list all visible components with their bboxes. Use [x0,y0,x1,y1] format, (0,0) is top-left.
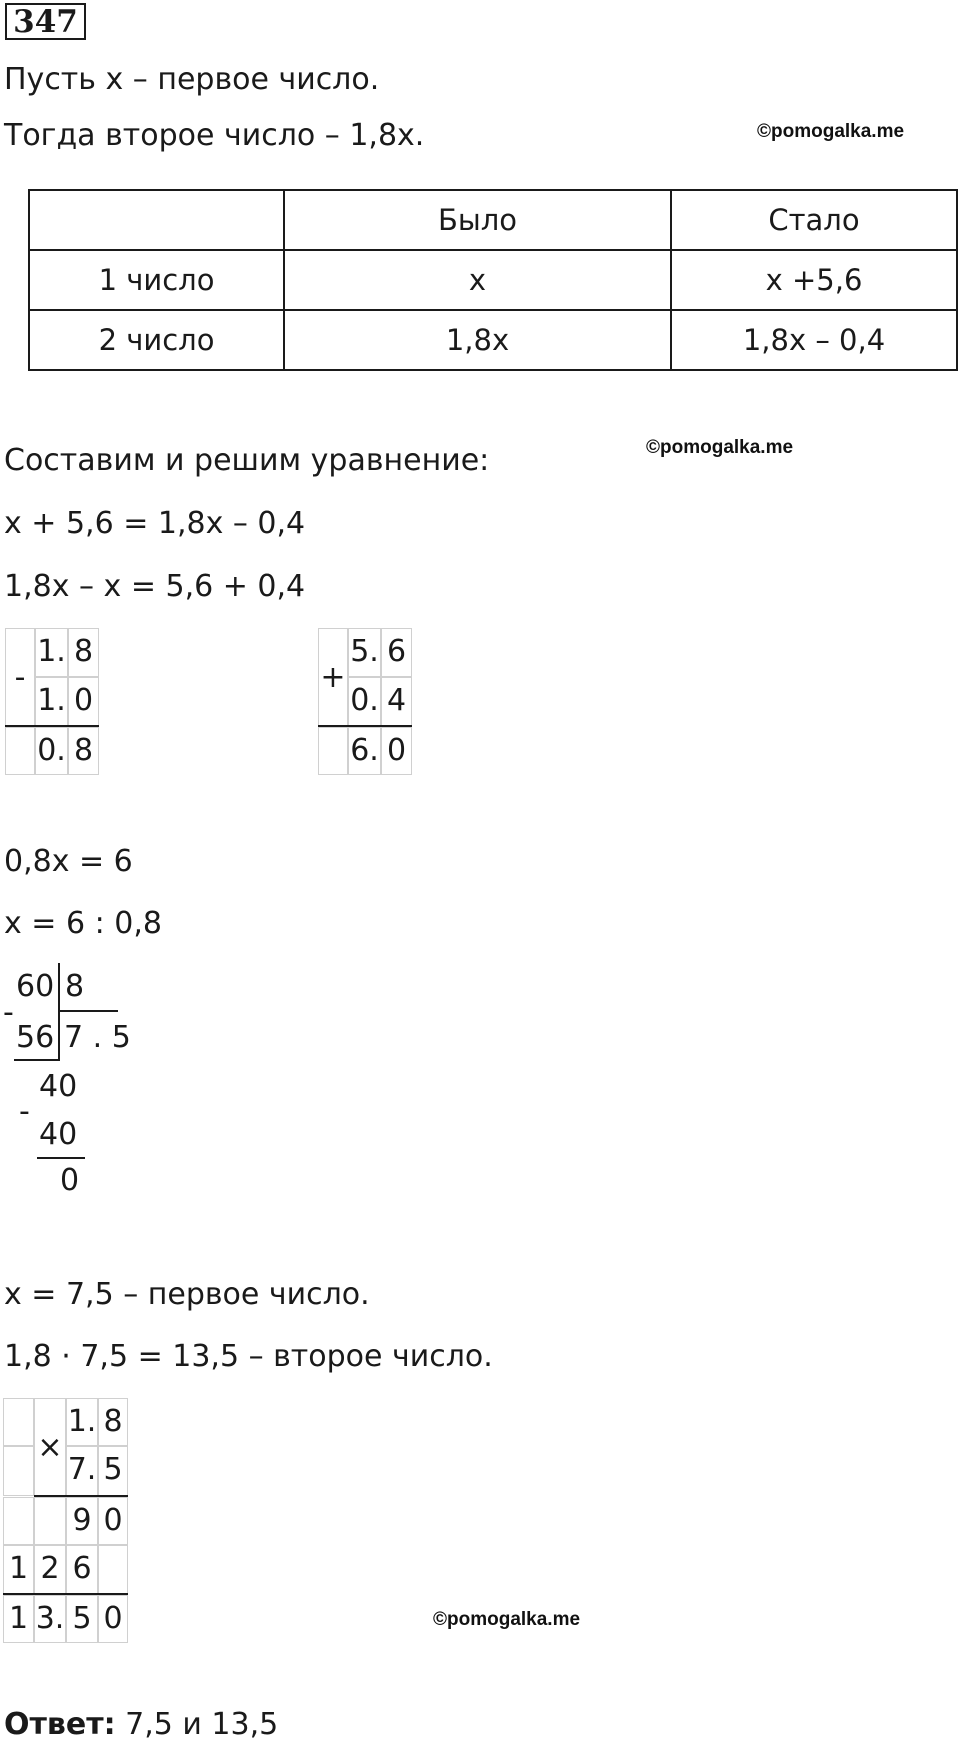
multiply-sign: × [34,1398,66,1496]
digit-cell: 0. [348,677,381,726]
watermark: ©pomogalka.me [433,1609,581,1630]
watermark: ©pomogalka.me [646,437,794,458]
dividend: 60 [16,969,55,1004]
remainder: 40 [39,1069,78,1104]
digit-cell: 8 [68,628,99,677]
quotient-line [58,1010,118,1012]
digit-cell: 6 [66,1545,98,1594]
divisor: 8 [65,969,85,1004]
digit-cell: 1. [35,677,68,726]
subtract-line [37,1157,85,1159]
subtrahend: 40 [39,1117,78,1152]
digit-cell: 3. [34,1595,66,1643]
digit-cell: 0 [98,1595,128,1643]
line-equation-4: х = 6 : 0,8 [4,906,162,941]
digit-cell [98,1545,128,1594]
digit-cell: 6 [381,628,412,677]
line-compose-equation: Составим и решим уравнение: [4,443,490,478]
digit-cell: 5 [98,1446,128,1496]
table-cell: Стало [671,190,957,250]
digit-cell: 1 [3,1545,34,1594]
digit-cell: 0. [35,727,68,775]
table-cell: 2 число [29,310,284,370]
digit-cell: 8 [68,727,99,775]
digit-cell: 8 [98,1398,128,1446]
line-equation-3: 0,8х = 6 [4,844,133,879]
digit-cell: 7. [66,1446,98,1496]
digit-cell: 0 [381,727,412,775]
table-row [29,310,957,370]
digit-cell: 0 [68,677,99,726]
table-cell: 1,8х – 0,4 [671,310,957,370]
minus-sign: - [3,995,14,1030]
watermark: ©pomogalka.me [757,121,905,142]
table-cell: х [284,250,671,310]
table-cell [29,190,284,250]
subtrahend: 56 [16,1020,55,1055]
line-equation-2: 1,8х – х = 5,6 + 0,4 [4,569,306,604]
data-table [28,189,958,371]
table-cell: х +5,6 [671,250,957,310]
digit-cell: 4 [381,677,412,726]
line-first-number: х = 7,5 – первое число. [4,1277,370,1312]
digit-cell [3,1446,34,1496]
answer-value: 7,5 и 13,5 [115,1707,279,1742]
digit-cell: 1 [3,1595,34,1643]
digit-cell [5,727,35,775]
quotient: 7 . 5 [64,1020,131,1055]
plus-sign: + [318,628,348,726]
table-cell: Было [284,190,671,250]
line-second-number: Тогда второе число – 1,8х. [4,118,425,153]
digit-cell [3,1497,34,1545]
subtract-line [14,1059,60,1061]
digit-cell [3,1398,34,1446]
line-let-x: Пусть х – первое число. [4,62,380,97]
answer [4,1706,278,1744]
table-row [29,250,957,310]
remainder: 0 [60,1163,80,1198]
problem-number: 347 [5,3,86,40]
minus-sign: - [19,1094,30,1129]
digit-cell: 9 [66,1497,98,1545]
digit-cell: 0 [98,1497,128,1545]
digit-cell: 1. [66,1398,98,1446]
answer-label: Ответ: [4,1707,116,1742]
result-line [318,725,412,727]
table-cell: 1 число [29,250,284,310]
result-line [5,725,99,727]
digit-cell [34,1497,66,1545]
table-cell: 1,8х [284,310,671,370]
division-bar [58,963,60,1061]
digit-cell: 5 [66,1595,98,1643]
table-header-row [29,190,957,250]
digit-cell: 1. [35,628,68,677]
digit-cell: 6. [348,727,381,775]
line-equation-1: х + 5,6 = 1,8х – 0,4 [4,506,306,541]
digit-cell: 2 [34,1545,66,1594]
digit-cell: 5. [348,628,381,677]
digit-cell [318,727,348,775]
line-second-number-result: 1,8 · 7,5 = 13,5 – второе число. [4,1339,493,1374]
minus-sign: - [5,628,35,726]
